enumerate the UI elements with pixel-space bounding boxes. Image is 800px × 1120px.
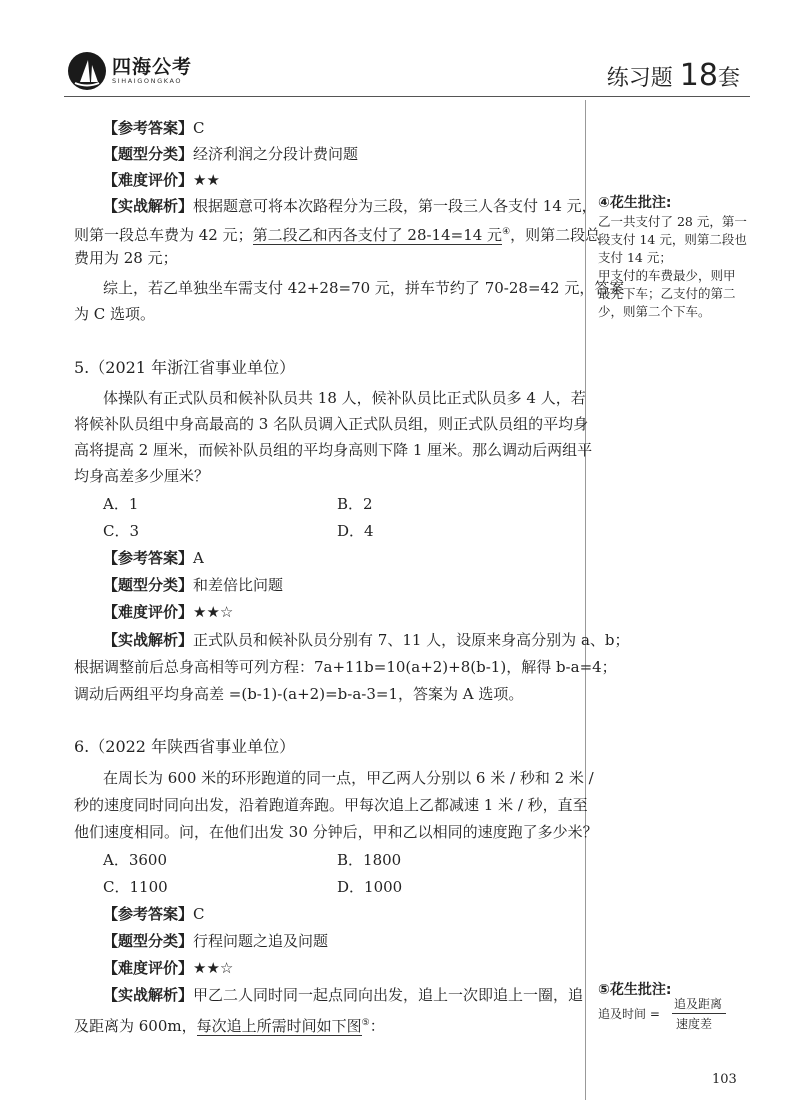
analysis-tag: 【实战解析】 (103, 197, 194, 215)
q5-option-c: C．3 (103, 522, 140, 540)
sail-logo-icon (68, 52, 106, 90)
analysis-tag: 【实战解析】 (103, 631, 194, 649)
q6-type-line (103, 931, 328, 951)
q5-answer-line (103, 548, 204, 568)
q4-analysis-line-2 (74, 222, 600, 245)
answer-tag: 【参考答案】 (103, 905, 194, 923)
difficulty-tag: 【难度评价】 (103, 171, 194, 189)
annotation-marker: ④ (502, 227, 511, 237)
type-tag: 【题型分类】 (103, 145, 194, 163)
note4-line: 乙一共支付了 28 元，第一 (598, 214, 747, 229)
analysis-text: 根据题意可将本次路程分为三段，第一段三人各支付 14 元， (193, 197, 597, 215)
q6-analysis-line-1 (103, 985, 583, 1005)
difficulty-stars: ★★ (193, 171, 220, 189)
underlined-text: 第二段乙和丙各支付了 28-14=14 元 (252, 226, 503, 244)
type-value: 经济利润之分段计费问题 (193, 145, 359, 163)
answer-tag: 【参考答案】 (103, 119, 194, 137)
type-value: 和差倍比问题 (193, 576, 284, 594)
difficulty-tag: 【难度评价】 (103, 603, 194, 621)
margin-divider (585, 100, 586, 1100)
type-tag: 【题型分类】 (103, 576, 194, 594)
analysis-text: 甲乙二人同时同一起点同向出发，追上一次即追上一圈，追 (193, 986, 584, 1004)
answer-value: C (193, 119, 205, 137)
note4-line: 甲支付的车费最少，则甲 (598, 268, 736, 283)
analysis-text: 及距离为 600m， (74, 1017, 197, 1035)
q5-heading: 5.（2021 年浙江省事业单位） (74, 358, 296, 377)
q5-stem-line-2: 将候补队员组中身高最高的 3 名队员调入正式队员组，则正式队员组的平均身 (74, 415, 589, 433)
logo-subtext: SIHAIGONGKAO (112, 77, 183, 85)
note4-line: 段支付 14 元，则第二段也 (598, 232, 747, 247)
logo-text: 四海公考 (112, 56, 193, 78)
q5-analysis-line-2: 根据调整前后总身高相等可列方程：7a+11b=10(a+2)+8(b-1)，解得 b-a=4； (74, 658, 617, 676)
analysis-tag: 【实战解析】 (103, 986, 194, 1004)
q5-stem-line-1: 体操队有正式队员和候补队员共 18 人，候补队员比正式队员多 4 人，若 (103, 389, 586, 407)
analysis-text: ，则第二段总 (510, 226, 601, 244)
q5-stem-line-4: 均身高差多少厘米？ (74, 467, 210, 485)
q5-type-line (103, 575, 283, 595)
formula-lhs: 追及时间 = (598, 1007, 660, 1021)
q6-heading: 6.（2022 年陕西省事业单位） (74, 737, 296, 756)
difficulty-tag: 【难度评价】 (103, 959, 194, 977)
annotation-marker: ⑤ (361, 1018, 370, 1028)
note4-line: 支付 14 元； (598, 250, 672, 265)
difficulty-stars: ★★☆ (193, 959, 234, 977)
title-prefix: 练习题 (606, 66, 673, 91)
q5-stem-line-3: 高将提高 2 厘米，而候补队员组的平均身高则下降 1 厘米。那么调动后两组平 (74, 441, 593, 459)
type-value: 行程问题之追及问题 (193, 932, 329, 950)
underlined-text: 每次追上所需时间如下图 (196, 1017, 362, 1035)
note5-title: ⑤花生批注: (598, 982, 672, 998)
answer-tag: 【参考答案】 (103, 549, 194, 567)
q6-difficulty-line (103, 958, 233, 978)
q6-option-b: B．1800 (337, 851, 402, 869)
q5-difficulty-line (103, 602, 233, 622)
answer-value: A (193, 549, 204, 567)
type-tag: 【题型分类】 (103, 932, 194, 950)
q6-analysis-line-2 (74, 1013, 385, 1036)
q5-option-a: A．1 (103, 495, 139, 513)
q4-summary-line-2: 为 C 选项。 (74, 305, 156, 323)
q5-option-b: B．2 (337, 495, 373, 513)
q6-option-a: A．3600 (103, 851, 168, 869)
q6-stem-line-1: 在周长为 600 米的环形跑道的同一点，甲乙两人分别以 6 米 / 秒和 2 米 / (103, 769, 594, 787)
note4-title: ④花生批注: (598, 195, 672, 211)
fraction-bar (672, 1013, 726, 1014)
note4-line: 少，则第二个下车。 (598, 304, 711, 319)
q5-analysis-line-1 (103, 630, 630, 650)
q4-answer-line (103, 118, 205, 138)
publisher-logo (68, 50, 208, 94)
q6-answer-line (103, 904, 205, 924)
q6-option-d: D．1000 (337, 878, 403, 896)
document-title (607, 58, 740, 93)
q5-option-d: D．4 (337, 522, 374, 540)
formula-numerator: 追及距离 (674, 997, 723, 1011)
q6-stem-line-3: 他们速度相同。问，在他们出发 30 分钟后，甲和乙以相同的速度跑了多少米？ (74, 823, 598, 841)
chase-time-formula (598, 997, 738, 1034)
q5-analysis-line-3: 调动后两组平均身高差 =(b-1)-(a+2)=b-a-3=1，答案为 A 选项。 (74, 685, 524, 703)
analysis-text: 正式队员和候补队员分别有 7、11 人，设原来身高分别为 a、b； (193, 631, 630, 649)
page-number: 103 (712, 1072, 737, 1087)
title-number: 18 (679, 58, 718, 93)
q6-stem-line-2: 秒的速度同时同向出发，沿着跑道奔跑。甲每次追上乙都减速 1 米 / 秒，直至 (74, 796, 588, 814)
title-suffix: 套 (717, 66, 740, 91)
answer-value: C (193, 905, 205, 923)
analysis-text: ： (369, 1017, 385, 1035)
formula-denominator: 速度差 (676, 1017, 713, 1031)
q6-option-c: C．1100 (103, 878, 168, 896)
q4-summary-line-1: 综上，若乙单独坐车需支付 42+28=70 元，拼车节约了 70-28=42 元，答案 (103, 279, 625, 297)
analysis-text: 则第一段总车费为 42 元； (74, 226, 253, 244)
q4-analysis-line-3: 费用为 28 元； (74, 249, 178, 267)
q4-analysis-line-1 (103, 196, 597, 216)
note4-line: 最先下车；乙支付的第二 (598, 286, 736, 301)
header-divider (64, 96, 750, 97)
q4-type-line (103, 144, 358, 164)
q4-difficulty-line (103, 170, 220, 190)
difficulty-stars: ★★☆ (193, 603, 234, 621)
